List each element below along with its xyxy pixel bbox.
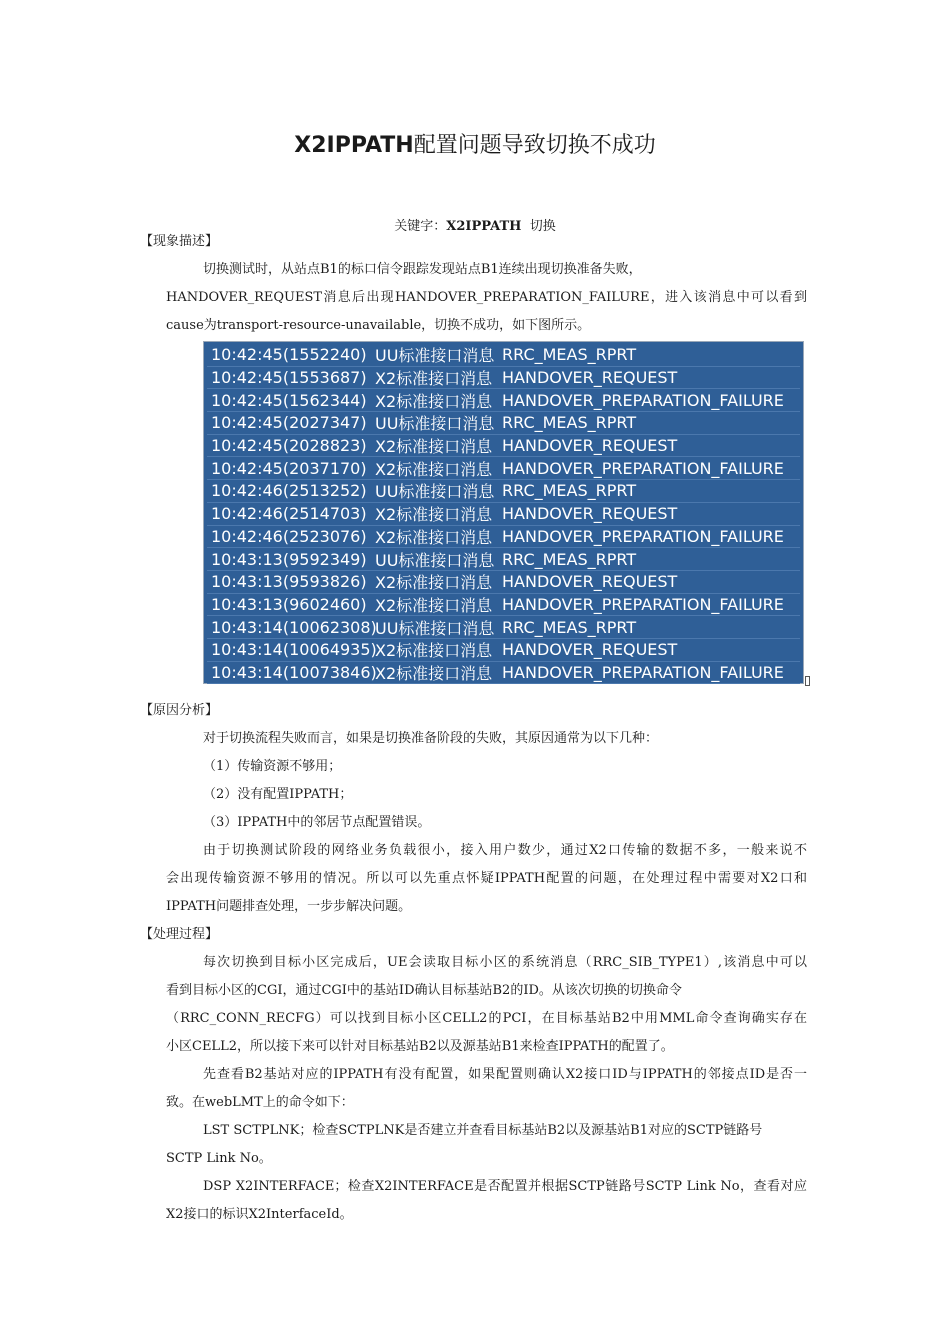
trace-interface: UU标准接口消息 (375, 550, 495, 570)
paragraph-line: 小区CELL2，所以接下来可以针对目标基站B2以及源基站B1来检查IPPATH的配置了。 (166, 1039, 674, 1054)
trace-message: RRC_MEAS_RPRT (502, 345, 637, 365)
paragraph-line: IPPATH问题排查处理，一步步解决问题。 (166, 899, 412, 914)
paragraph-line: 对于切换流程失败而言，如果是切换准备阶段的失败，其原因通常为以下几种： (203, 731, 659, 746)
paragraph-line: cause为transport-resource-unavailable，切换不成功，如下图所示。 (166, 318, 591, 333)
list-item: （2）没有配置IPPATH； (203, 787, 353, 802)
title-rest: 配置问题导致切换不成功 (413, 133, 656, 158)
paragraph-line: 切换测试时，从站点B1的标口信令跟踪发现站点B1连续出现切换准备失败， (203, 262, 642, 277)
trace-message: HANDOVER_PREPARATION_FAILURE (502, 662, 784, 682)
trace-message: HANDOVER_PREPARATION_FAILURE (502, 526, 784, 546)
trace-message: HANDOVER_REQUEST (502, 572, 678, 592)
trace-interface: X2标准接口消息 (375, 391, 493, 411)
trace-row (207, 639, 800, 662)
command-line: LST SCTPLNK；检查SCTPLNK是否建立并查看目标基站B2以及源基站B1对应的SCTP链路号 (203, 1123, 763, 1138)
keywords-extra: 切换 (529, 219, 556, 234)
trace-row (207, 457, 800, 480)
trace-interface: UU标准接口消息 (375, 618, 495, 638)
paragraph-line: 由于切换测试阶段的网络业务负载很小，接入用户数少，通过X2口传输的数据不多，一般来说不 (203, 843, 807, 858)
trace-interface: UU标准接口消息 (375, 346, 495, 366)
trace-time: 10:42:46(2514703) (211, 504, 367, 524)
trace-row (207, 526, 800, 549)
trace-interface: X2标准接口消息 (375, 663, 493, 683)
trace-time: 10:42:45(1553687) (211, 368, 367, 388)
trace-interface: X2标准接口消息 (375, 573, 493, 593)
trace-time: 10:42:45(2028823) (211, 436, 367, 456)
trace-message: HANDOVER_REQUEST (502, 640, 678, 660)
trace-row (207, 412, 800, 435)
trace-interface: X2标准接口消息 (375, 505, 493, 525)
command-line: DSP X2INTERFACE；检查X2INTERFACE是否配置并根据SCTP链路号SCTP Link No，查看对应 (203, 1179, 807, 1194)
trace-row (207, 571, 800, 594)
trace-interface: UU标准接口消息 (375, 482, 495, 502)
trace-time: 10:42:45(2037170) (211, 458, 367, 478)
signaling-trace-screenshot (203, 341, 804, 684)
trace-interface: X2标准接口消息 (375, 437, 493, 457)
trace-interface: X2标准接口消息 (375, 595, 493, 615)
trace-row (207, 662, 800, 685)
paragraph-line: 看到目标小区的CGI，通过CGI中的基站ID确认目标基站B2的ID。从该次切换的切换命令 (166, 983, 682, 998)
paragraph-line: 先查看B2基站对应的IPPATH有没有配置，如果配置则确认X2接口ID与IPPATH的邻接点ID是否一 (203, 1067, 807, 1082)
command-line: X2接口的标识X2InterfaceId。 (166, 1207, 353, 1222)
title-bold: X2IPPATH (294, 133, 414, 158)
trace-message: HANDOVER_REQUEST (502, 504, 678, 524)
command-line: SCTP Link No。 (166, 1151, 272, 1166)
trace-message: RRC_MEAS_RPRT (502, 481, 637, 501)
trace-time: 10:42:45(1562344) (211, 390, 367, 410)
trace-message: RRC_MEAS_RPRT (502, 413, 637, 433)
image-anchor-marker (805, 676, 810, 686)
trace-row (207, 435, 800, 458)
trace-time: 10:43:13(9602460) (211, 594, 367, 614)
trace-time: 10:43:14(10064935) (211, 640, 377, 660)
trace-message: HANDOVER_PREPARATION_FAILURE (502, 390, 784, 410)
trace-interface: X2标准接口消息 (375, 369, 493, 389)
trace-row (207, 548, 800, 571)
keywords-value: X2IPPATH (446, 219, 522, 234)
trace-time: 10:42:45(2027347) (211, 413, 367, 433)
trace-row (207, 616, 800, 639)
trace-time: 10:43:14(10062308) (211, 617, 377, 637)
paragraph-line: 每次切换到目标小区完成后，UE会读取目标小区的系统消息（RRC_SIB_TYPE1）,该消息中可以 (203, 955, 807, 970)
trace-time: 10:43:13(9592349) (211, 549, 367, 569)
trace-message: RRC_MEAS_RPRT (502, 617, 637, 637)
section-heading-cause: 【原因分析】 (140, 703, 219, 718)
trace-message: HANDOVER_REQUEST (502, 436, 678, 456)
trace-row (207, 367, 800, 390)
paragraph-line: （RRC_CONN_RECFG）可以找到目标小区CELL2的PCI，在目标基站B2中用MML命令查询确实存在 (166, 1011, 807, 1026)
trace-message: HANDOVER_PREPARATION_FAILURE (502, 594, 784, 614)
trace-row (207, 503, 800, 526)
paragraph-line: HANDOVER_REQUEST消息后出现HANDOVER_PREPARATION_FAILURE，进入该消息中可以看到 (166, 290, 807, 305)
trace-row (207, 594, 800, 617)
trace-time: 10:43:14(10073846) (211, 662, 377, 682)
trace-time: 10:42:46(2513252) (211, 481, 367, 501)
trace-interface: X2标准接口消息 (375, 641, 493, 661)
trace-interface: UU标准接口消息 (375, 414, 495, 434)
trace-row (207, 344, 800, 367)
trace-message: HANDOVER_REQUEST (502, 368, 678, 388)
trace-message: HANDOVER_PREPARATION_FAILURE (502, 458, 784, 478)
trace-row (207, 480, 800, 503)
page-title (0, 128, 950, 159)
section-heading-phenomenon: 【现象描述】 (140, 234, 219, 249)
list-item: （1）传输资源不够用； (203, 759, 342, 774)
trace-time: 10:43:13(9593826) (211, 572, 367, 592)
trace-interface: X2标准接口消息 (375, 459, 493, 479)
trace-interface: X2标准接口消息 (375, 527, 493, 547)
list-item: （3）IPPATH中的邻居节点配置错误。 (203, 815, 431, 830)
trace-time: 10:42:45(1552240) (211, 345, 367, 365)
paragraph-line: 致。在webLMT上的命令如下： (166, 1095, 354, 1110)
trace-time: 10:42:46(2523076) (211, 526, 367, 546)
trace-message: RRC_MEAS_RPRT (502, 549, 637, 569)
keywords-line (0, 215, 950, 234)
trace-row (207, 389, 800, 412)
paragraph-line: 会出现传输资源不够用的情况。所以可以先重点怀疑IPPATH配置的问题，在处理过程中需要对X2口和 (166, 871, 807, 886)
section-heading-process: 【处理过程】 (140, 927, 219, 942)
keywords-label: 关键字： (394, 219, 447, 234)
